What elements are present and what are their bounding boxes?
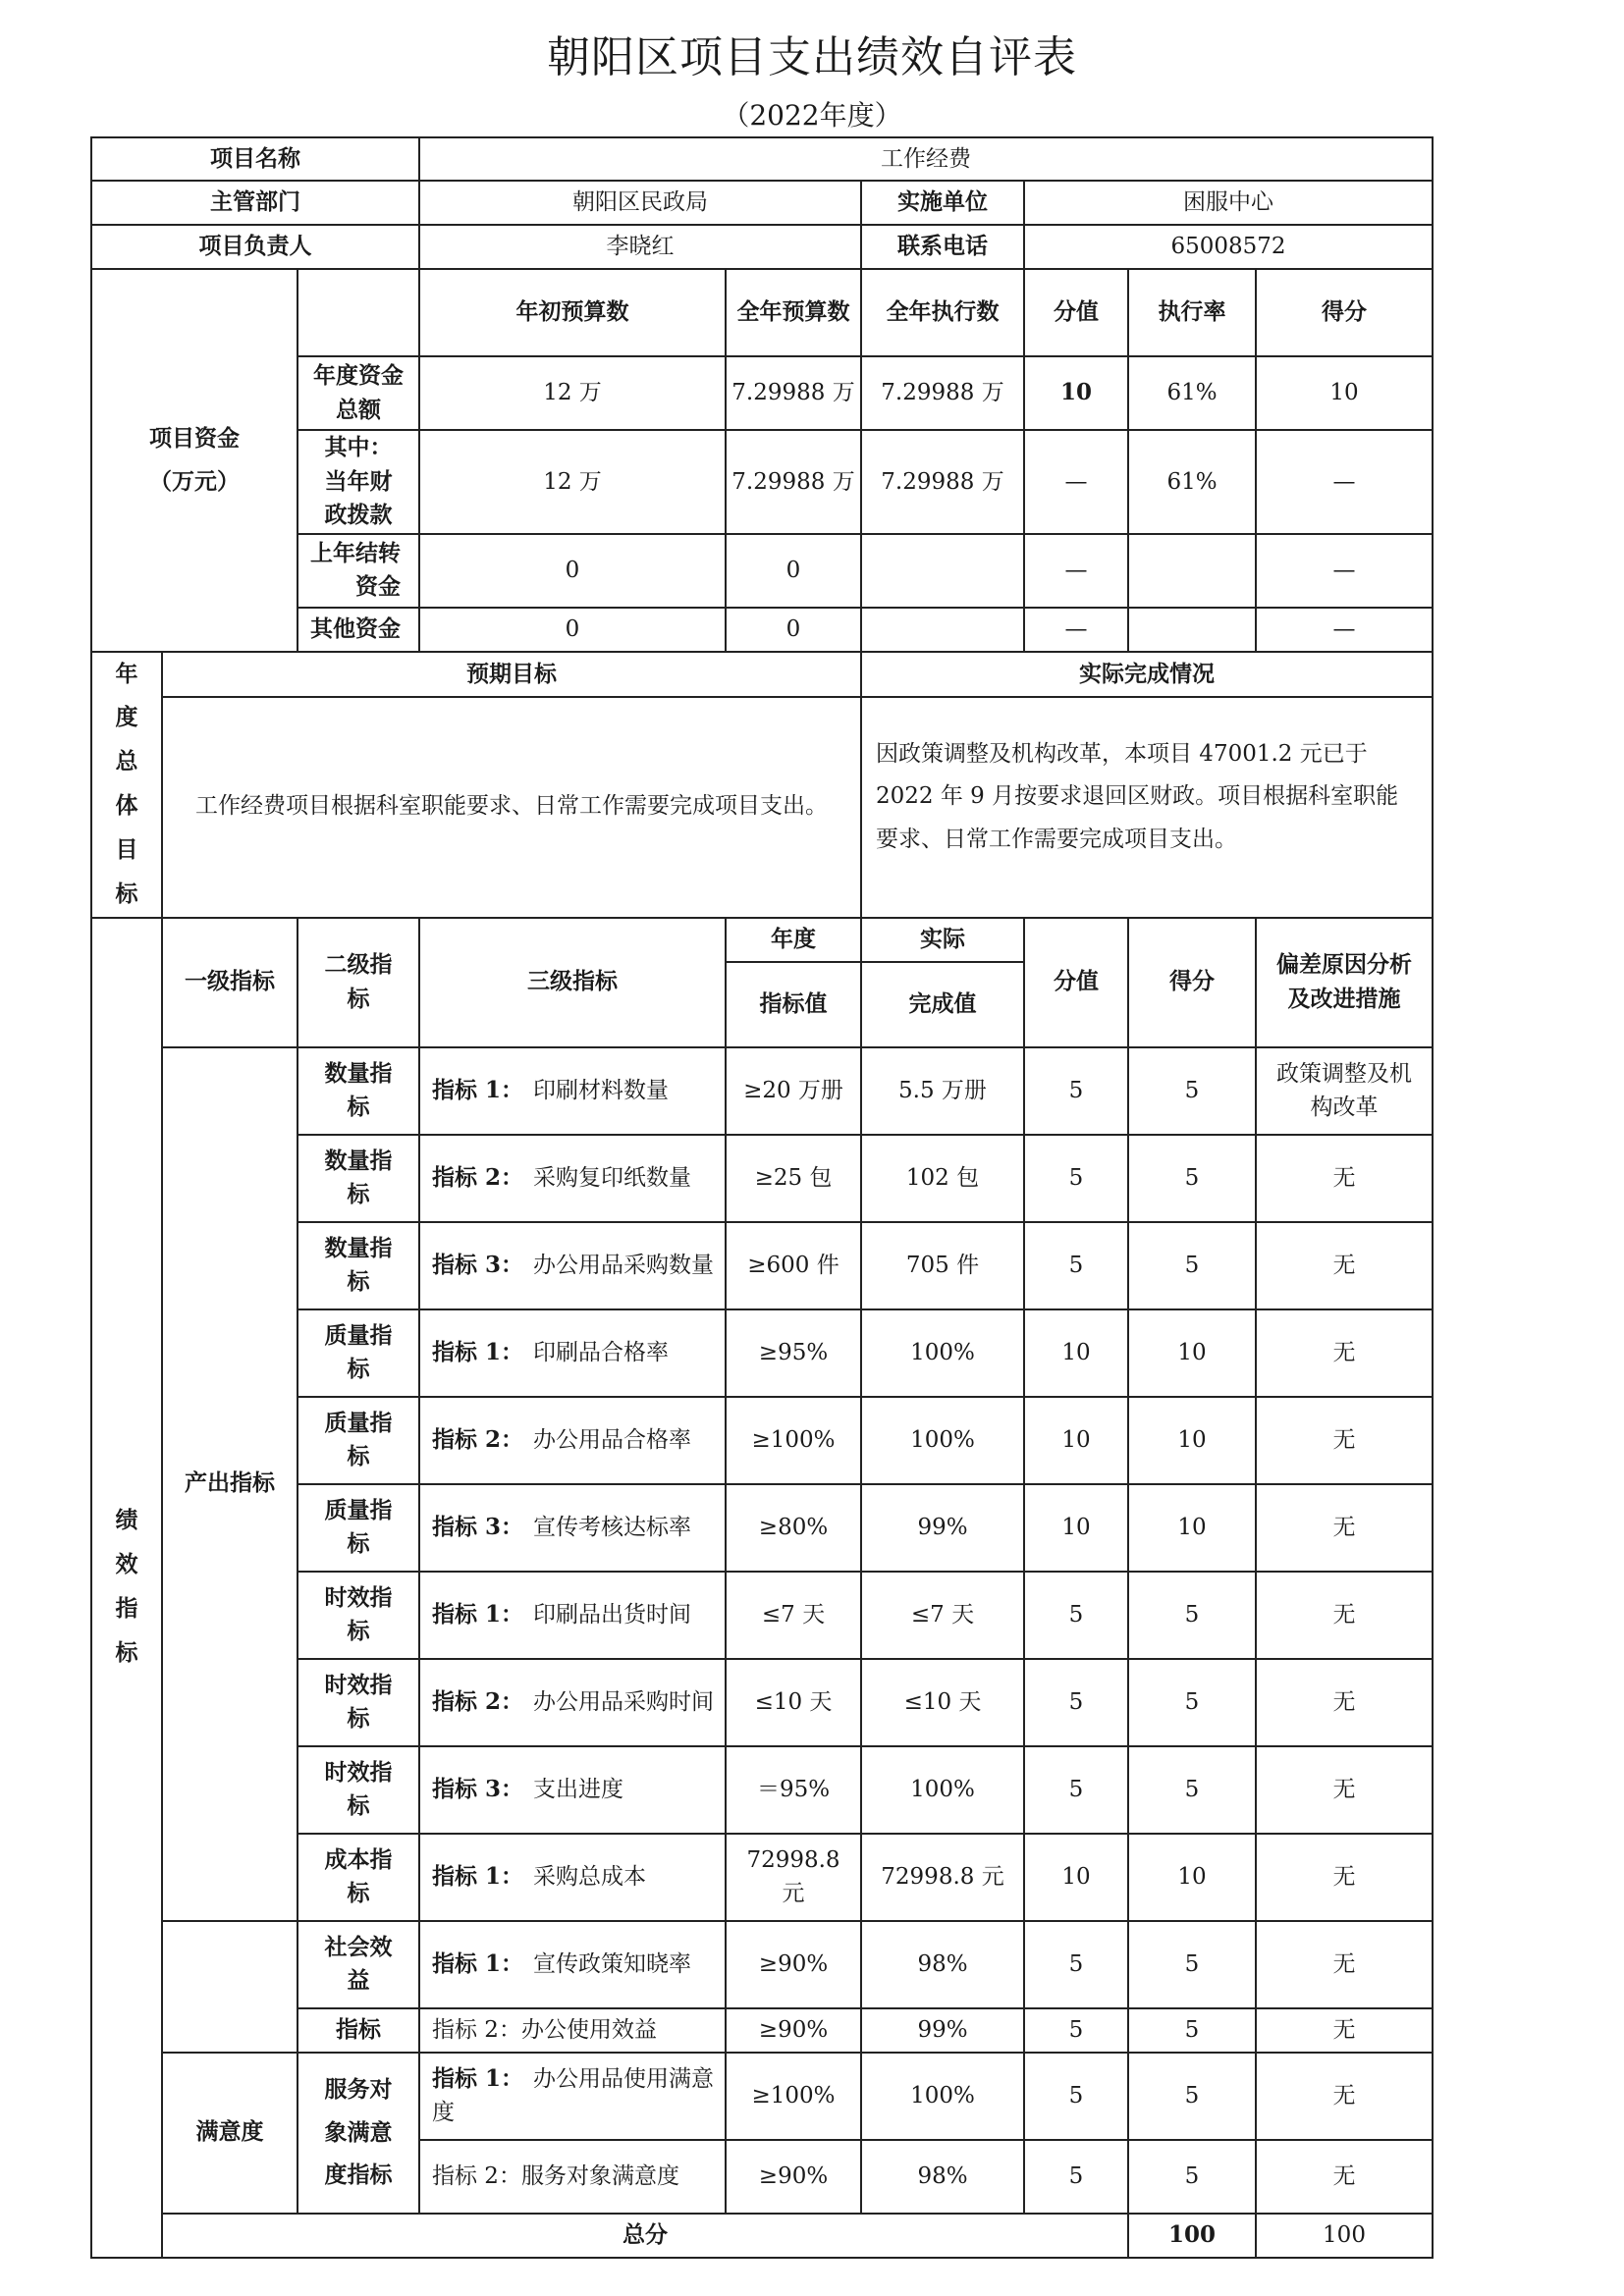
- indicator-score: 10: [1128, 1834, 1256, 1921]
- header-score-value: 分值: [1024, 918, 1128, 1047]
- indicator-value: 5: [1024, 2053, 1128, 2140]
- indicator-number: 指标 1：: [432, 1600, 524, 1628]
- indicator-value: 5: [1024, 1222, 1128, 1309]
- indicator-level3: [419, 1222, 726, 1309]
- project-name-row: [91, 137, 1433, 181]
- indicator-actual: 100%: [861, 1746, 1024, 1834]
- indicator-text: 办公用品合格率: [533, 1426, 692, 1453]
- header-actual-bottom: 完成值: [861, 962, 1024, 1047]
- funds-row-score-value: 10: [1024, 356, 1128, 430]
- funds-header-score: 得分: [1256, 269, 1433, 356]
- indicator-level3: [419, 1572, 726, 1659]
- indicator-level2: 成本指标: [298, 1834, 419, 1921]
- phone-value: 65008572: [1024, 225, 1433, 269]
- goals-label: 年 度 总 体 目 标: [91, 652, 162, 918]
- header-score: 得分: [1128, 918, 1256, 1047]
- indicator-reason: 无: [1256, 1222, 1433, 1309]
- indicator-number: 指标 2：: [432, 1687, 524, 1715]
- header-target-top: 年度: [726, 918, 861, 962]
- phone-label: 联系电话: [861, 225, 1024, 269]
- indicator-score: 10: [1128, 1309, 1256, 1397]
- indicator-actual: 102 包: [861, 1135, 1024, 1222]
- indicator-level2: 服务对象满意度指标: [298, 2053, 419, 2214]
- indicator-text: 办公用品使用满意度: [432, 2065, 715, 2126]
- indicator-target: 72998.8 元: [726, 1834, 861, 1921]
- funds-row-initial: 12 万: [419, 430, 726, 534]
- leader-label: 项目负责人: [91, 225, 419, 269]
- total-value: 100: [1128, 2214, 1256, 2258]
- funds-row-score-value: —: [1024, 608, 1128, 652]
- total-label: 总分: [162, 2214, 1128, 2258]
- indicator-row: [91, 1921, 1433, 2008]
- indicator-actual: 100%: [861, 2053, 1024, 2140]
- funds-row-score: 10: [1256, 356, 1433, 430]
- funds-row-annual: 7.29988 万: [726, 430, 861, 534]
- indicator-value: 5: [1024, 2008, 1128, 2053]
- indicator-score: 5: [1128, 2140, 1256, 2214]
- funds-row-rate: 61%: [1128, 356, 1256, 430]
- unit-label: 实施单位: [861, 181, 1024, 225]
- indicator-score: 5: [1128, 2008, 1256, 2053]
- indicator-number: 指标 1：: [432, 1076, 524, 1103]
- indicator-actual: 100%: [861, 1309, 1024, 1397]
- indicator-target: ≥80%: [726, 1484, 861, 1572]
- indicator-number: 指标 1：: [432, 1949, 524, 1977]
- indicator-actual: 98%: [861, 2140, 1024, 2214]
- indicator-level3: [419, 1309, 726, 1397]
- indicator-value: 5: [1024, 1921, 1128, 2008]
- group-effect: [162, 1921, 298, 2053]
- indicators-header-row: [91, 918, 1433, 962]
- indicator-number: 指标 1：: [432, 1338, 524, 1365]
- indicator-text: 印刷材料数量: [533, 1077, 670, 1103]
- indicator-level2: 时效指标: [298, 1659, 419, 1746]
- funds-label: 项目资金 （万元）: [91, 269, 298, 652]
- goals-expected-header: 预期目标: [162, 652, 861, 698]
- indicator-actual: ≤7 天: [861, 1572, 1024, 1659]
- funds-row-rate: [1128, 534, 1256, 608]
- funds-row-executed: 7.29988 万: [861, 356, 1024, 430]
- header-level1: 一级指标: [162, 918, 298, 1047]
- page-subtitle: （2022年度）: [722, 99, 902, 132]
- indicator-level2: 数量指标: [298, 1047, 419, 1135]
- indicator-target: ≥100%: [726, 1397, 861, 1484]
- indicator-reason: 无: [1256, 2140, 1433, 2214]
- project-name-label: 项目名称: [91, 137, 419, 181]
- funds-row-score: —: [1256, 430, 1433, 534]
- indicator-text: 办公用品采购时间: [533, 1688, 715, 1715]
- indicator-level2: 指标: [298, 2008, 419, 2053]
- indicator-reason: 政策调整及机构改革: [1256, 1047, 1433, 1135]
- indicator-value: 5: [1024, 1572, 1128, 1659]
- indicator-text: 印刷品合格率: [533, 1339, 670, 1365]
- indicator-actual: 99%: [861, 2008, 1024, 2053]
- funds-row-annual: 0: [726, 608, 861, 652]
- indicator-target: ＝95%: [726, 1746, 861, 1834]
- indicator-target: ≤7 天: [726, 1572, 861, 1659]
- indicator-number: 指标 2：: [432, 1425, 524, 1453]
- leader-row: [91, 225, 1433, 269]
- funds-row-executed: [861, 608, 1024, 652]
- indicator-target: ≥90%: [726, 2008, 861, 2053]
- group-satisfaction: 满意度: [162, 2053, 298, 2214]
- funds-row-name: 其中：当年财政拨款: [298, 430, 419, 534]
- indicator-level3: [419, 1397, 726, 1484]
- indicator-level3: [419, 1135, 726, 1222]
- indicator-target: ≥600 件: [726, 1222, 861, 1309]
- indicator-level3: [419, 2053, 726, 2140]
- indicator-number: 指标 3：: [432, 1251, 524, 1278]
- indicator-score: 5: [1128, 1746, 1256, 1834]
- indicator-level2: 时效指标: [298, 1746, 419, 1834]
- header-target-bottom: 指标值: [726, 962, 861, 1047]
- indicator-level3: [419, 2140, 726, 2214]
- goals-expected-text: 工作经费项目根据科室职能要求、日常工作需要完成项目支出。: [162, 697, 861, 918]
- indicator-score: 5: [1128, 1659, 1256, 1746]
- indicator-level3: [419, 1834, 726, 1921]
- indicator-value: 10: [1024, 1484, 1128, 1572]
- indicator-value: 5: [1024, 1746, 1128, 1834]
- dept-value: 朝阳区民政局: [419, 181, 861, 225]
- indicator-level3: [419, 1746, 726, 1834]
- indicator-target: ≥95%: [726, 1309, 861, 1397]
- indicator-reason: 无: [1256, 1746, 1433, 1834]
- indicator-text: 印刷品出货时间: [533, 1601, 692, 1628]
- funds-header-rate: 执行率: [1128, 269, 1256, 356]
- page-title: 朝阳区项目支出绩效自评表: [547, 32, 1077, 82]
- indicator-value: 10: [1024, 1309, 1128, 1397]
- indicator-value: 5: [1024, 1135, 1128, 1222]
- funds-row-score: —: [1256, 534, 1433, 608]
- funds-row-score: —: [1256, 608, 1433, 652]
- header-actual-top: 实际: [861, 918, 1024, 962]
- indicator-score: 5: [1128, 1921, 1256, 2008]
- leader-value: 李晓红: [419, 225, 861, 269]
- indicator-target: ≥25 包: [726, 1135, 861, 1222]
- indicator-level2: 数量指标: [298, 1222, 419, 1309]
- indicators-label: 绩 效 指 标: [91, 918, 162, 2258]
- indicator-level3: [419, 2008, 726, 2053]
- goals-actual-text: 因政策调整及机构改革，本项目 47001.2 元已于 2022 年 9 月按要求退回区财政。项目根据科室职能要求、日常工作需要完成项目支出。: [861, 697, 1433, 918]
- evaluation-table: [90, 136, 1434, 2259]
- indicator-actual: 72998.8 元: [861, 1834, 1024, 1921]
- indicator-level3: [419, 1659, 726, 1746]
- indicator-value: 10: [1024, 1397, 1128, 1484]
- header-reason: 偏差原因分析及改进措施: [1256, 918, 1433, 1047]
- goals-content-row: [91, 697, 1433, 918]
- indicator-text: 采购复印纸数量: [533, 1164, 692, 1191]
- indicator-level2: 质量指标: [298, 1309, 419, 1397]
- funds-header-initial: 年初预算数: [419, 269, 726, 356]
- indicator-level2: 社会效益: [298, 1921, 419, 2008]
- indicator-level2: 数量指标: [298, 1135, 419, 1222]
- indicator-score: 5: [1128, 1047, 1256, 1135]
- unit-value: 困服中心: [1024, 181, 1433, 225]
- funds-row-initial: 12 万: [419, 356, 726, 430]
- indicator-reason: 无: [1256, 2053, 1433, 2140]
- funds-row-rate: 61%: [1128, 430, 1256, 534]
- group-output: 产出指标: [162, 1047, 298, 1921]
- indicator-number: 指标 3：: [432, 1513, 524, 1540]
- indicator-target: ≥90%: [726, 2140, 861, 2214]
- indicator-reason: 无: [1256, 1397, 1433, 1484]
- total-score: 100: [1256, 2214, 1433, 2258]
- indicator-reason: 无: [1256, 1572, 1433, 1659]
- funds-row-initial: 0: [419, 534, 726, 608]
- funds-row-annual: 0: [726, 534, 861, 608]
- indicator-level3: [419, 1484, 726, 1572]
- funds-header-score-value: 分值: [1024, 269, 1128, 356]
- indicator-score: 5: [1128, 1222, 1256, 1309]
- indicator-text: 办公用品采购数量: [533, 1252, 715, 1278]
- indicator-reason: 无: [1256, 1659, 1433, 1746]
- indicator-score: 5: [1128, 1135, 1256, 1222]
- indicator-target: ≥90%: [726, 1921, 861, 2008]
- indicator-score: 5: [1128, 1572, 1256, 1659]
- goals-actual-header: 实际完成情况: [861, 652, 1433, 698]
- funds-row-score-value: —: [1024, 534, 1128, 608]
- indicator-text: 宣传政策知晓率: [533, 1950, 692, 1977]
- indicator-text: 支出进度: [533, 1776, 624, 1802]
- goals-header-row: [91, 652, 1433, 698]
- indicator-number: 指标 1：: [432, 1862, 524, 1890]
- indicator-level3: [419, 1047, 726, 1135]
- indicator-actual: 98%: [861, 1921, 1024, 2008]
- funds-header-row: [91, 269, 1433, 356]
- indicator-score: 5: [1128, 2053, 1256, 2140]
- indicator-value: 5: [1024, 2140, 1128, 2214]
- project-name-value: 工作经费: [419, 137, 1433, 181]
- indicator-number: 指标 1：: [432, 2064, 524, 2092]
- funds-row-name: 其他资金: [298, 608, 419, 652]
- header-level2: 二级指标: [298, 918, 419, 1047]
- indicator-target: ≥100%: [726, 2053, 861, 2140]
- indicator-reason: 无: [1256, 2008, 1433, 2053]
- funds-header-executed: 全年执行数: [861, 269, 1024, 356]
- funds-row-initial: 0: [419, 608, 726, 652]
- funds-header-annual: 全年预算数: [726, 269, 861, 356]
- header-level3: 三级指标: [419, 918, 726, 1047]
- dept-row: [91, 181, 1433, 225]
- indicator-row: [91, 1047, 1433, 1135]
- indicator-text: 采购总成本: [533, 1863, 647, 1890]
- indicator-reason: 无: [1256, 1834, 1433, 1921]
- indicator-reason: 无: [1256, 1921, 1433, 2008]
- indicator-value: 5: [1024, 1047, 1128, 1135]
- funds-row-executed: [861, 534, 1024, 608]
- indicator-actual: 705 件: [861, 1222, 1024, 1309]
- indicator-text: 指标 2：服务对象满意度: [432, 2163, 679, 2189]
- indicator-target: ≥20 万册: [726, 1047, 861, 1135]
- indicator-actual: 100%: [861, 1397, 1024, 1484]
- funds-row-rate: [1128, 608, 1256, 652]
- funds-row-name: 上年结转资金: [298, 534, 419, 608]
- indicator-actual: 99%: [861, 1484, 1024, 1572]
- indicator-level2: 时效指标: [298, 1572, 419, 1659]
- indicator-number: 指标 3：: [432, 1775, 524, 1802]
- indicator-value: 5: [1024, 1659, 1128, 1746]
- indicator-level2: 质量指标: [298, 1484, 419, 1572]
- indicator-reason: 无: [1256, 1484, 1433, 1572]
- indicator-level2: 质量指标: [298, 1397, 419, 1484]
- funds-row-annual: 7.29988 万: [726, 356, 861, 430]
- funds-row-name: 年度资金总额: [298, 356, 419, 430]
- dept-label: 主管部门: [91, 181, 419, 225]
- indicator-reason: 无: [1256, 1309, 1433, 1397]
- indicator-score: 10: [1128, 1484, 1256, 1572]
- indicator-actual: 5.5 万册: [861, 1047, 1024, 1135]
- indicator-text: 指标 2：办公使用效益: [432, 2016, 657, 2043]
- indicator-row: [91, 2053, 1433, 2140]
- indicator-actual: ≤10 天: [861, 1659, 1024, 1746]
- funds-row-score-value: —: [1024, 430, 1128, 534]
- indicator-text: 宣传考核达标率: [533, 1514, 692, 1540]
- funds-header-blank: [298, 269, 419, 356]
- indicator-number: 指标 2：: [432, 1163, 524, 1191]
- indicator-target: ≤10 天: [726, 1659, 861, 1746]
- indicator-score: 10: [1128, 1397, 1256, 1484]
- indicator-value: 10: [1024, 1834, 1128, 1921]
- indicator-level3: [419, 1921, 726, 2008]
- funds-row-executed: 7.29988 万: [861, 430, 1024, 534]
- indicator-reason: 无: [1256, 1135, 1433, 1222]
- total-row: [91, 2214, 1433, 2258]
